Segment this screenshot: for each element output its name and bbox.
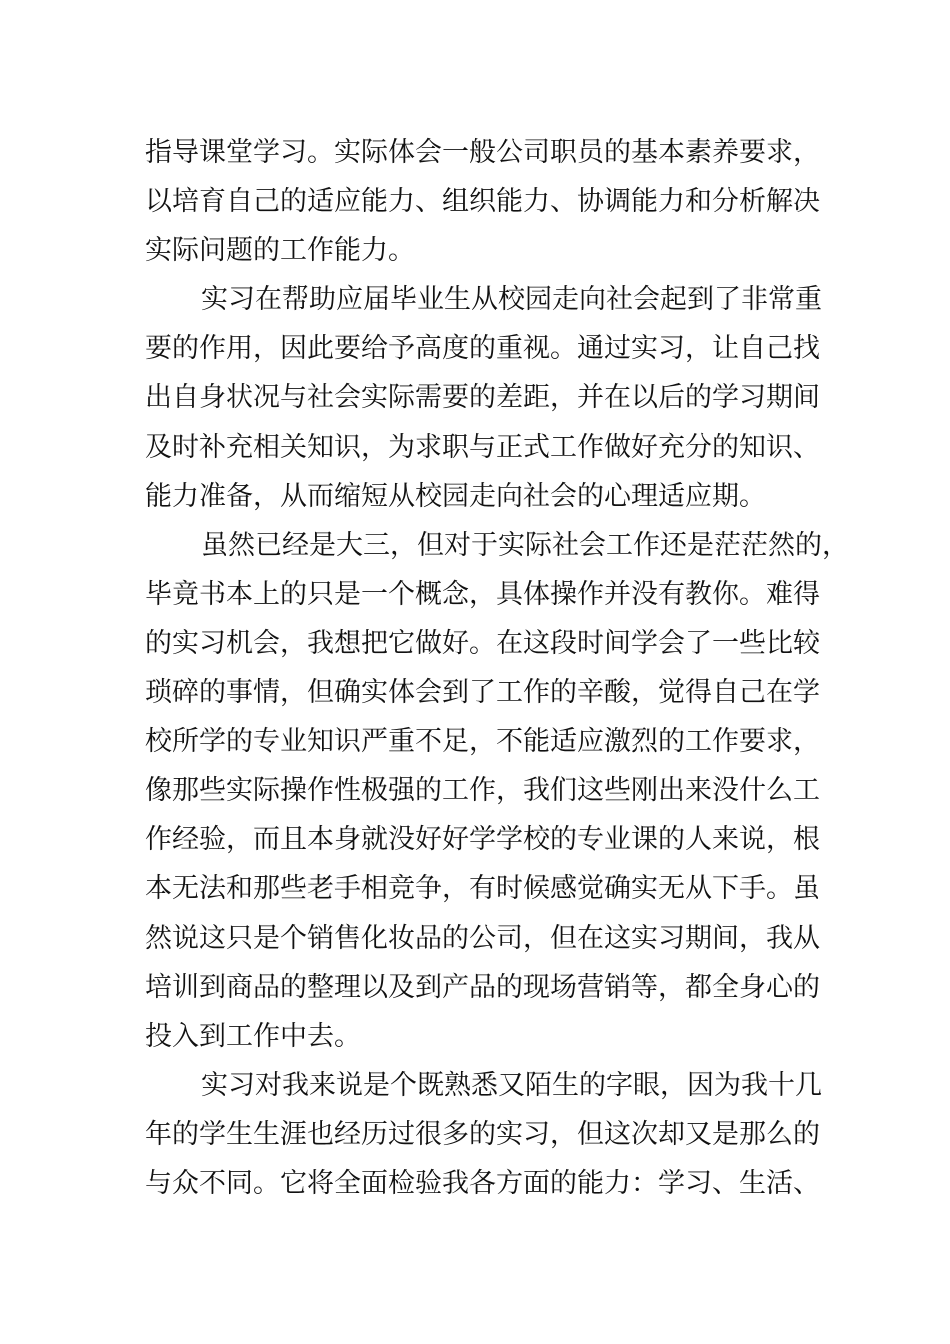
text-line: 实习对我来说是个既熟悉又陌生的字眼，因为我十几 <box>201 1069 822 1101</box>
text-line: 本无法和那些老手相竞争，有时候感觉确实无从下手。虽 <box>145 873 820 905</box>
text-line: 指导课堂学习。实际体会一般公司职员的基本素养要求， <box>145 137 820 168</box>
text-line: 能力准备，从而缩短从校园走向社会的心理适应期。 <box>145 480 766 512</box>
text-line: 与众不同。它将全面检验我各方面的能力：学习、生活、 <box>145 1167 820 1199</box>
text-line: 及时补充相关知识，为求职与正式工作做好充分的知识、 <box>145 431 820 463</box>
body-text <box>145 128 849 1208</box>
text-line: 培训到商品的整理以及到产品的现场营销等，都全身心的 <box>145 971 820 1003</box>
text-line: 出自身状况与社会实际需要的差距，并在以后的学习期间 <box>145 382 820 414</box>
text-line: 实际问题的工作能力。 <box>145 235 415 267</box>
text-line: 投入到工作中去。 <box>145 1020 361 1052</box>
text-line: 虽然已经是大三，但对于实际社会工作还是茫茫然的， <box>201 529 849 561</box>
text-line: 毕竟书本上的只是一个概念，具体操作并没有教你。难得 <box>145 578 820 610</box>
text-line: 校所学的专业知识严重不足，不能适应激烈的工作要求， <box>145 726 820 758</box>
text-line: 要的作用，因此要给予高度的重视。通过实习，让自己找 <box>145 333 820 365</box>
text-line: 实习在帮助应届毕业生从校园走向社会起到了非常重 <box>201 284 822 316</box>
text-line: 琐碎的事情，但确实体会到了工作的辛酸，觉得自己在学 <box>145 677 820 709</box>
text-line: 作经验，而且本身就没好好学学校的专业课的人来说，根 <box>145 824 820 856</box>
text-line: 然说这只是个销售化妆品的公司，但在这实习期间，我从 <box>145 922 820 954</box>
text-line: 年的学生生涯也经历过很多的实习，但这次却又是那么的 <box>145 1118 820 1150</box>
text-line: 的实习机会，我想把它做好。在这段时间学会了一些比较 <box>145 627 820 659</box>
text-line: 像那些实际操作性极强的工作，我们这些刚出来没什么工 <box>145 775 820 807</box>
text-line: 以培育自己的适应能力、组织能力、协调能力和分析解决 <box>145 186 820 218</box>
